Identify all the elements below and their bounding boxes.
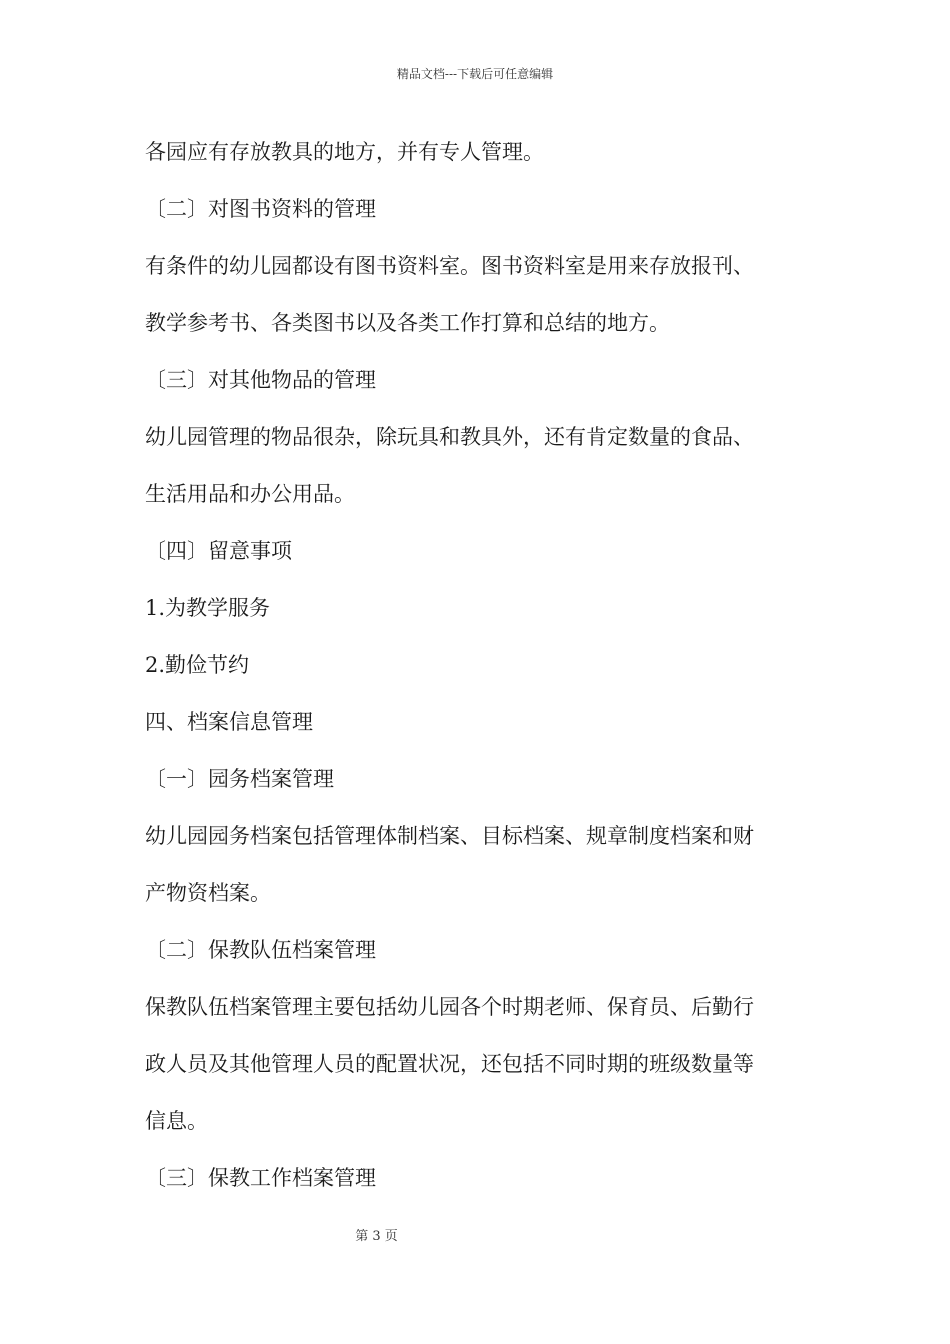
chapter-heading: 四、档案信息管理 (145, 710, 313, 734)
paragraph-line: 幼儿园管理的物品很杂，除玩具和教具外，还有肯定数量的食品、 (145, 425, 754, 449)
section-heading: 〔二〕对图书资料的管理 (145, 197, 376, 221)
paragraph-line: 各园应有存放教具的地方，并有专人管理。 (145, 140, 544, 164)
paragraph-line: 产物资档案。 (145, 881, 271, 905)
section-heading: 〔四〕留意事项 (145, 539, 292, 563)
paragraph-line: 信息。 (145, 1109, 208, 1133)
page-number: 第 3 页 (355, 1229, 398, 1244)
section-heading: 〔三〕保教工作档案管理 (145, 1166, 376, 1190)
paragraph-line: 幼儿园园务档案包括管理体制档案、目标档案、规章制度档案和财 (145, 824, 754, 848)
list-item: 2.勤俭节约 (145, 653, 250, 677)
paragraph-line: 有条件的幼儿园都设有图书资料室。图书资料室是用来存放报刊、 (145, 254, 754, 278)
section-heading: 〔一〕园务档案管理 (145, 767, 334, 791)
section-heading: 〔二〕保教队伍档案管理 (145, 938, 376, 962)
list-item: 1.为教学服务 (145, 596, 271, 620)
paragraph-line: 保教队伍档案管理主要包括幼儿园各个时期老师、保育员、后勤行 (145, 995, 754, 1019)
paragraph-line: 政人员及其他管理人员的配置状况，还包括不同时期的班级数量等 (145, 1052, 754, 1076)
page-header: 精品文档---下载后可任意编辑 (396, 67, 554, 81)
paragraph-line: 生活用品和办公用品。 (145, 482, 355, 506)
section-heading: 〔三〕对其他物品的管理 (145, 368, 376, 392)
paragraph-line: 教学参考书、各类图书以及各类工作打算和总结的地方。 (145, 311, 670, 335)
